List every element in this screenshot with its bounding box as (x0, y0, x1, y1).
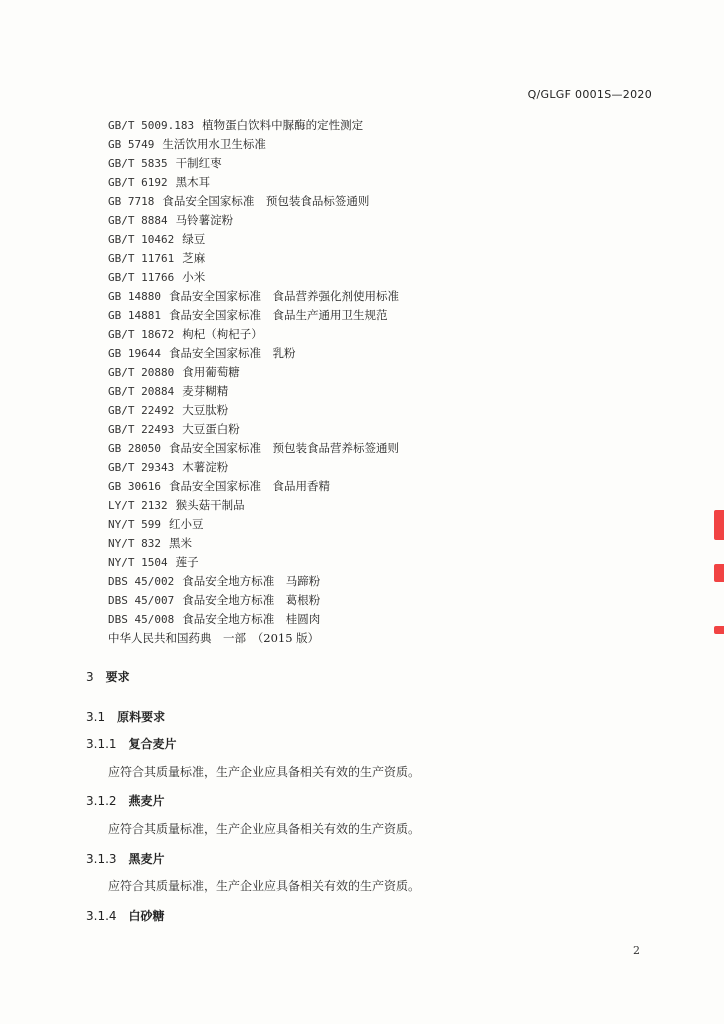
reference-title: 生活饮用水卫生标准 (162, 137, 266, 151)
reference-code: LY/T 2132 (108, 499, 168, 512)
section-3-1-2-heading: 3.1.2 燕麦片 (86, 794, 165, 808)
reference-code: DBS 45/008 (108, 613, 175, 626)
reference-title: 小米 (182, 270, 206, 284)
section-3-1-3-text: 应符合其质量标准，生产企业应具备相关有效的生产资质。 (108, 879, 421, 893)
reference-code: GB/T 18672 (108, 328, 175, 341)
reference-title: 食品安全国家标准 食品营养强化剂使用标准 (168, 289, 399, 303)
reference-title: 大豆肽粉 (182, 403, 229, 417)
reference-code: GB 14880 (108, 290, 161, 303)
reference-item (108, 306, 668, 325)
reference-code: GB/T 20884 (108, 385, 175, 398)
section-3-1-heading: 3.1 原料要求 (86, 710, 166, 724)
section-3-1-2-text: 应符合其质量标准，生产企业应具备相关有效的生产资质。 (108, 822, 421, 836)
reference-item (108, 610, 668, 629)
reference-title: 食用葡萄糖 (182, 365, 240, 379)
section-3-heading: 3 要求 (86, 670, 130, 684)
reference-title: 植物蛋白饮料中脲酶的定性测定 (202, 118, 364, 132)
reference-item (108, 249, 668, 268)
reference-item (108, 458, 668, 477)
reference-code: GB 7718 (108, 195, 155, 208)
reference-title: 芝麻 (182, 251, 206, 265)
reference-title: 食品安全地方标准 葛根粉 (182, 593, 321, 607)
reference-code: DBS 45/002 (108, 575, 175, 588)
reference-title: 木薯淀粉 (182, 460, 229, 474)
reference-title: 干制红枣 (175, 156, 222, 170)
reference-title: 枸杞（枸杞子） (182, 327, 263, 341)
reference-title: 马铃薯淀粉 (175, 213, 234, 227)
reference-code: GB 19644 (108, 347, 161, 360)
reference-code: GB/T 20880 (108, 366, 175, 379)
reference-title: 黑米 (168, 536, 192, 550)
section-3-1-1-heading: 3.1.1 复合麦片 (86, 737, 177, 751)
reference-item (108, 287, 668, 306)
reference-code: GB 5749 (108, 138, 155, 151)
reference-title: 食品安全国家标准 食品用香精 (168, 479, 330, 493)
section-3-1-3-heading: 3.1.3 黑麦片 (86, 852, 165, 866)
section-3-1-1-text: 应符合其质量标准，生产企业应具备相关有效的生产资质。 (108, 765, 421, 779)
seal-edge-mark (714, 510, 724, 540)
reference-item (108, 135, 668, 154)
reference-item (108, 629, 668, 648)
seal-edge-mark (714, 626, 724, 634)
reference-code: GB/T 11766 (108, 271, 175, 284)
reference-item (108, 515, 668, 534)
reference-code: GB/T 10462 (108, 233, 175, 246)
reference-item (108, 154, 668, 173)
reference-code: GB/T 29343 (108, 461, 175, 474)
reference-title: 食品安全国家标准 食品生产通用卫生规范 (168, 308, 388, 322)
normative-references-list (108, 116, 668, 648)
seal-edge-mark (714, 564, 724, 582)
reference-code: GB 14881 (108, 309, 161, 322)
reference-title: 绿豆 (182, 232, 206, 246)
reference-title: 莲子 (175, 555, 199, 569)
reference-item (108, 477, 668, 496)
reference-item (108, 192, 668, 211)
reference-title: 黑木耳 (175, 175, 211, 189)
reference-title: 食品安全地方标准 桂圆肉 (182, 612, 321, 626)
reference-item (108, 325, 668, 344)
reference-item (108, 420, 668, 439)
reference-title: 食品安全国家标准 预包装食品标签通则 (162, 194, 370, 208)
reference-item (108, 211, 668, 230)
reference-item (108, 230, 668, 249)
reference-item (108, 173, 668, 192)
section-3-1-4-heading: 3.1.4 白砂糖 (86, 909, 165, 923)
reference-code: GB/T 8884 (108, 214, 168, 227)
reference-item (108, 591, 668, 610)
reference-item (108, 363, 668, 382)
reference-code: GB/T 22493 (108, 423, 175, 436)
reference-item (108, 382, 668, 401)
reference-code: NY/T 1504 (108, 556, 168, 569)
reference-item (108, 268, 668, 287)
reference-item (108, 553, 668, 572)
page-number: 2 (633, 944, 640, 957)
reference-item (108, 496, 668, 515)
reference-code: GB/T 5835 (108, 157, 168, 170)
reference-code: GB/T 6192 (108, 176, 168, 189)
reference-code: GB 30616 (108, 480, 161, 493)
reference-code: DBS 45/007 (108, 594, 175, 607)
reference-code: GB/T 22492 (108, 404, 175, 417)
reference-code: NY/T 599 (108, 518, 161, 531)
reference-title: 猴头菇干制品 (175, 498, 245, 512)
reference-title: 大豆蛋白粉 (182, 422, 240, 436)
reference-item (108, 534, 668, 553)
standard-code: Q/GLGF 0001S—2020 (527, 88, 652, 101)
reference-title: 中华人民共和国药典 一部 （2015 版） (108, 631, 320, 645)
reference-title: 红小豆 (168, 517, 204, 531)
reference-title: 食品安全国家标准 乳粉 (168, 346, 296, 360)
reference-code: GB 28050 (108, 442, 161, 455)
reference-code: NY/T 832 (108, 537, 161, 550)
reference-item (108, 401, 668, 420)
reference-code: GB/T 11761 (108, 252, 175, 265)
reference-item (108, 344, 668, 363)
reference-title: 麦芽糊精 (182, 384, 229, 398)
reference-item (108, 116, 668, 135)
reference-code: GB/T 5009.183 (108, 119, 195, 132)
reference-title: 食品安全地方标准 马蹄粉 (182, 574, 321, 588)
reference-item (108, 572, 668, 591)
reference-item (108, 439, 668, 458)
reference-title: 食品安全国家标准 预包装食品营养标签通则 (168, 441, 399, 455)
